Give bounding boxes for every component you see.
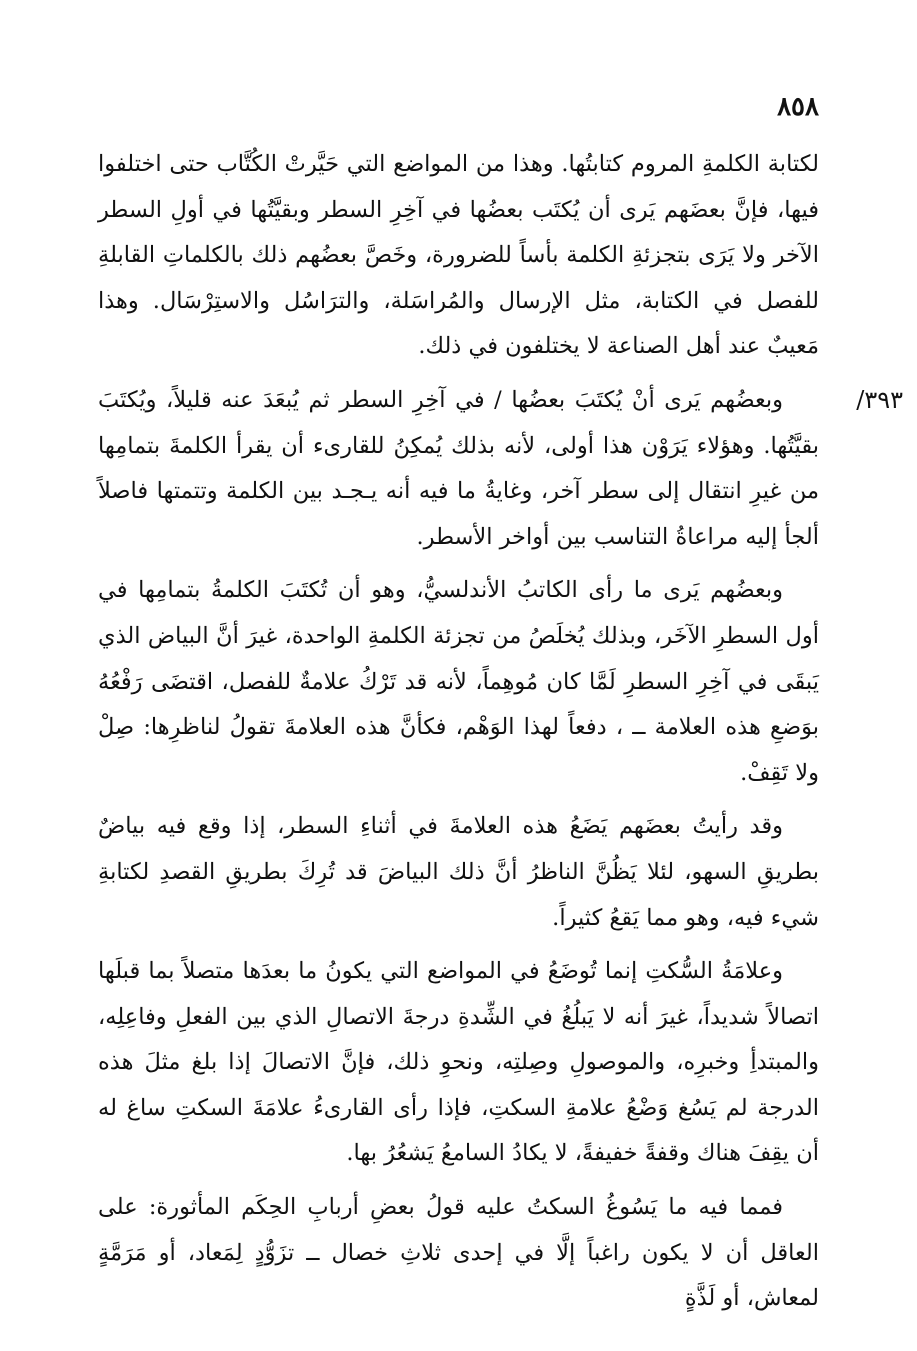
paragraph-5: وعلامَةُ السُّكتِ إنما تُوضَعُ في المواضع التي يكونُ ما بعدَها متصلاً بما قبلَها اتصالاً شديداً، غيرَ أنه لا يَبلُغُ في الشِّدةِ درجةَ الاتصالِ الذي بين الفعلِ وفاعِلِه، والمبتدأِ وخبرِه، والموصولِ وصِلتِه، ونحوِ ذلك، فإنَّ الاتصالَ إذا بلغ مثلَ هذه الدرجة لم يَسُغ وَضْعُ علامةِ السكتِ، فإذا رأى القارىءُ علامَةَ السكتِ ساغ له أن يقِفَ هناك وقفةً خفيفةً، لا يكادُ السامعُ يَشعُرُ بها.: [98, 958, 819, 1167]
paragraph-2: وبعضُهم يَرى أنْ يُكتَبَ بعضُها / في آخِرِ السطر ثم يُبعَدَ عنه قليلاً، ويُكتَبَ بقيَّتُها. وهؤلاء يَرَوْن هذا أولى، لأنه بذلك يُمكِنُ للقارىء أن يقرأ الكلمةَ بتمامِها من غيرِ انتقال إلى سطر آخر، وغايةُ ما فيه أنه يـجـد بين الكلمة وتتمتها فاصلاً ألجأ إليه مراعاةُ التناسب بين أواخر الأسطر.: [98, 386, 819, 550]
body-text: [98, 142, 819, 1322]
paragraph-4: وقد رأيتُ بعضَهم يَضَعُ هذه العلامةَ في أثناءِ السطر، إذا وقع فيه بياضٌ بطريقِ السهو، لئلا يَظُنَّ الناظرُ أنَّ ذلك البياضَ قد تُرِكَ بطريقِ القصدِ لكتابةِ شيء فيه، وهو مما يَقعُ كثيراً.: [98, 813, 819, 931]
paragraph-1: لكتابة الكلمةِ المروم كتابتُها. وهذا من المواضع التي حَيَّرتْ الكُتَّاب حتى اختلفوا فيها، فإنَّ بعضَهم يَرى أن يُكتَب بعضُها في آخِرِ السطر وبقيَّتُها في أولِ السطر الآخر ولا يَرَى بتجزئةِ الكلمة بأساً للضرورة، وخَصَّ بعضُهم ذلك بالكلماتِ القابلةِ للفصل في الكتابة، مثل الإرسال والمُراسَلة، والترَاسُل والاستِرْسَال. وهذا مَعيبٌ عند أهل الصناعة لا يختلفون في ذلك.: [98, 151, 819, 360]
margin-reference: ٣٩٣/: [856, 386, 903, 414]
paragraph-3: وبعضُهم يَرى ما رأى الكاتبُ الأندلسيُّ، وهو أن تُكتَبَ الكلمةُ بتمامِها في أول السطرِ الآخَر، وبذلك يُخلَصُ من تجزئة الكلمةِ الواحدة، غيرَ أنَّ البياض الذي يَبقَى في آخِرِ السطرِ لَمَّا كان مُوهِماً، لأنه قد تَرْكُ علامةٌ للفصل، اقتضَى رَفْعُهُ بوَضعِ هذه العلامة ــ ، دفعاً لهذا الوَهْم، فكأنَّ هذه العلامةَ تقولُ لناظرِها: صِلْ ولا تَقِفْ.: [98, 577, 819, 786]
paragraph-6: فمما فيه ما يَسُوغُ السكتُ عليه قولُ بعضِ أربابِ الحِكَم المأثورة: على العاقل أن لا يكون راغباً إلَّا في إحدى ثلاثِ خصال ــ تزَوُّدٍ لِمَعاد، أو مَرَمَّةٍ لمعاش، أو لَذَّةٍ: [98, 1194, 819, 1312]
page-number: ٨٥٨: [777, 92, 819, 122]
